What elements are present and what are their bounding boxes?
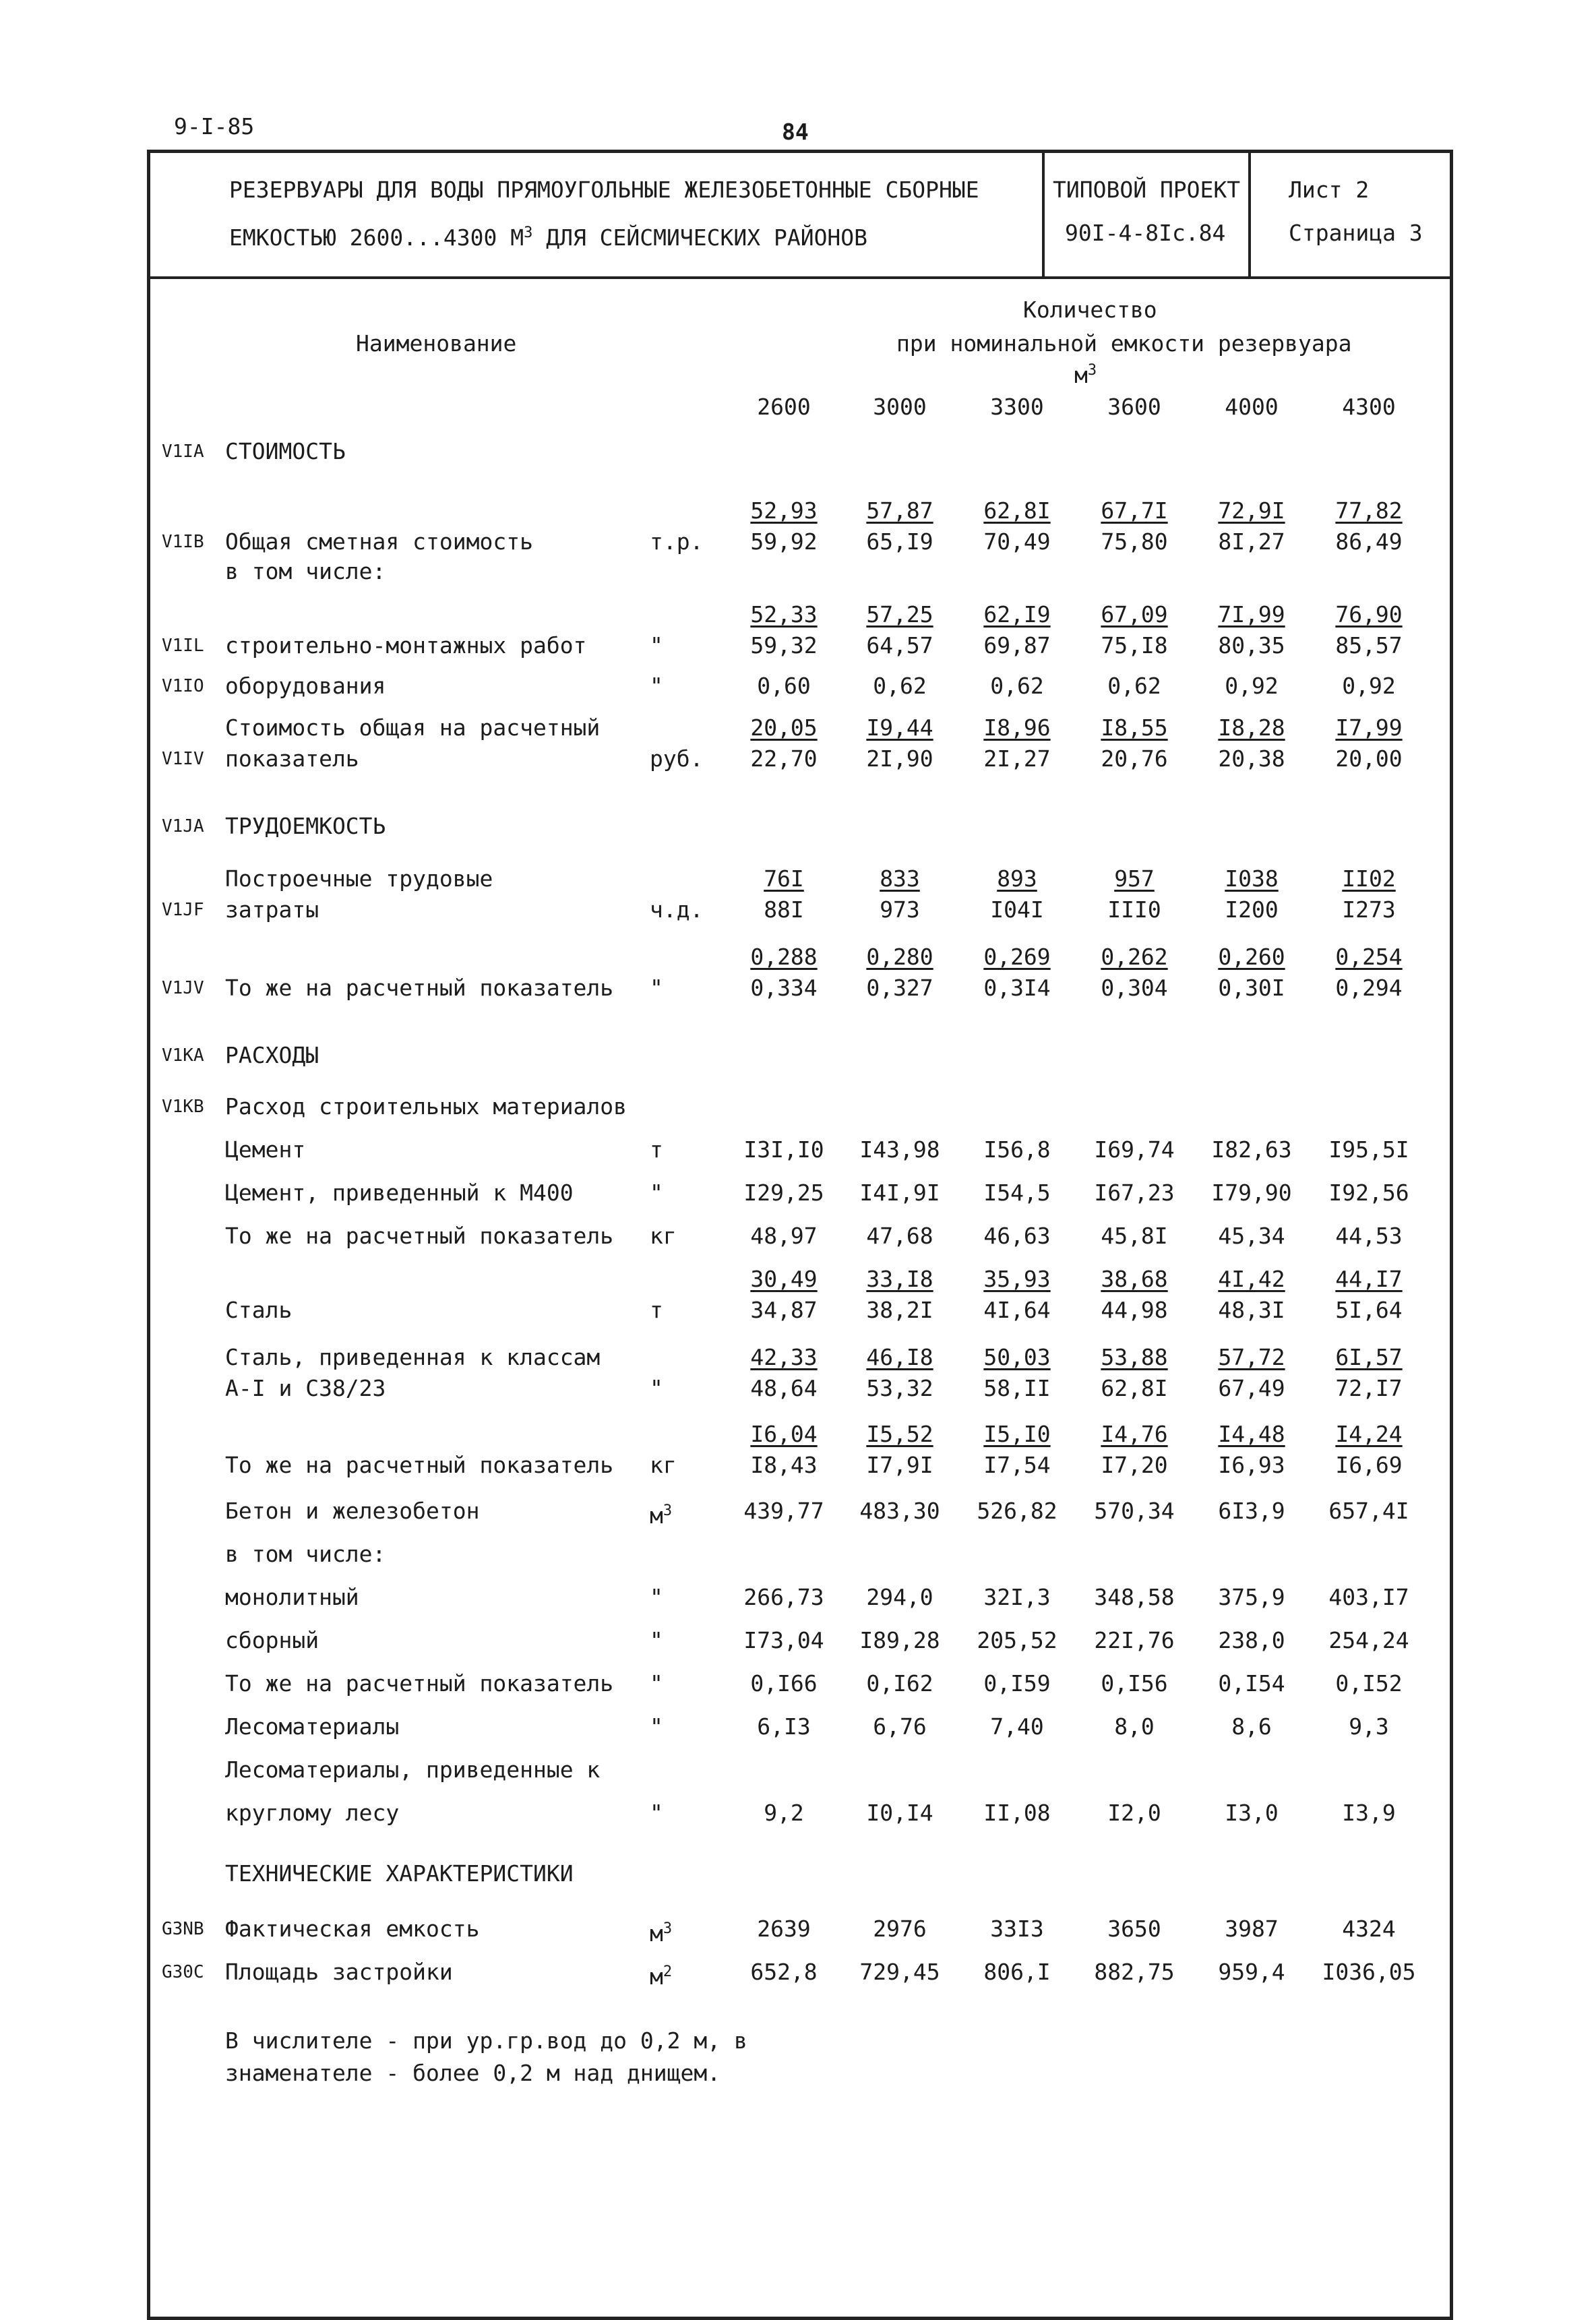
- cement_m400-value: I79,90: [1211, 1180, 1292, 1206]
- monolithic-label: монолитный: [225, 1584, 359, 1610]
- construction-numerator: 57,25: [866, 601, 933, 628]
- footprint-value: 729,45: [859, 1959, 940, 1985]
- capacity-value: 2976: [873, 1916, 927, 1942]
- cement_unit-value: 46,63: [983, 1223, 1051, 1249]
- monolithic-value: 294,0: [866, 1584, 933, 1610]
- labor_unit-label: То же на расчетный показатель: [225, 975, 614, 1001]
- steel_classes-numerator: 50,03: [983, 1344, 1051, 1370]
- unit_cost-numerator: I8,55: [1101, 714, 1168, 741]
- labor_costs-denominator: 973: [880, 896, 920, 923]
- cement_unit-value: 45,8I: [1101, 1223, 1168, 1249]
- construction-numerator: 76,90: [1335, 601, 1403, 628]
- labor_costs-numerator: II02: [1342, 865, 1396, 892]
- equipment-value: 0,92: [1342, 673, 1396, 699]
- labor_costs-denominator: 88I: [764, 896, 804, 923]
- steel_unit-numerator: I5,52: [866, 1421, 933, 1447]
- labor_unit-code: V1JV: [162, 978, 204, 998]
- footprint-value: 882,75: [1094, 1959, 1175, 1985]
- labor-section-code: V1JA: [162, 816, 204, 836]
- name-column-header: Наименование: [356, 330, 517, 357]
- total_cost-denominator: 75,80: [1101, 528, 1168, 555]
- unit_cost-label-2: показатель: [225, 745, 359, 772]
- construction-numerator: 7I,99: [1218, 601, 1285, 628]
- total_cost-code: V1IB: [162, 532, 204, 552]
- steel_classes-denominator: 67,49: [1218, 1375, 1285, 1401]
- quantity-unit: $м^3$: [1074, 362, 1097, 388]
- precast-value: 22I,76: [1094, 1627, 1175, 1653]
- cement-value: I69,74: [1094, 1136, 1175, 1163]
- page-number: 84: [782, 119, 809, 145]
- precast-value: 254,24: [1328, 1627, 1409, 1653]
- timber-value: 9,3: [1349, 1713, 1389, 1740]
- unit_cost-denominator: 20,38: [1218, 745, 1285, 772]
- timber-unit: ": [650, 1713, 663, 1740]
- concrete_unit-value: 0,I56: [1101, 1670, 1168, 1697]
- cement_unit-value: 47,68: [866, 1223, 933, 1249]
- incl1-label: в том числе:: [225, 558, 386, 584]
- total_cost-numerator: 52,93: [750, 497, 818, 524]
- steel_classes-denominator: 72,I7: [1335, 1375, 1403, 1401]
- footprint-value: 806,I: [983, 1959, 1051, 1985]
- labor_unit-numerator: 0,269: [983, 944, 1051, 970]
- monolithic-value: 32I,3: [983, 1584, 1051, 1610]
- unit_cost-numerator: I7,99: [1335, 714, 1403, 741]
- sheet-number: Лист 2: [1289, 177, 1370, 203]
- steel_classes-denominator: 58,II: [983, 1375, 1051, 1401]
- footnote-line-2: знаменателе - более 0,2 м над днищем.: [225, 2060, 721, 2086]
- cement_unit-value: 44,53: [1335, 1223, 1403, 1249]
- precast-value: I89,28: [859, 1627, 940, 1653]
- cement_m400-value: I4I,9I: [859, 1180, 940, 1206]
- total_cost-denominator: 86,49: [1335, 528, 1403, 555]
- title-line-2: ЕМКОСТЬЮ 2600...4300 $М^3$ ДЛЯ СЕЙСМИЧЕСКИХ РАЙОНОВ: [229, 224, 868, 251]
- labor_costs-numerator: I038: [1225, 865, 1279, 892]
- equipment-value: 0,92: [1225, 673, 1279, 699]
- total_cost-denominator: 65,I9: [866, 528, 933, 555]
- construction-denominator: 75,I8: [1101, 632, 1168, 659]
- construction-label: строительно-монтажных работ: [225, 632, 587, 659]
- expense-section-title: РАСХОДЫ: [225, 1042, 319, 1068]
- steel-denominator: 34,87: [750, 1297, 818, 1323]
- steel-numerator: 30,49: [750, 1266, 818, 1292]
- labor_unit-numerator: 0,260: [1218, 944, 1285, 970]
- timber-value: 8,0: [1114, 1713, 1155, 1740]
- steel_classes-numerator: 6I,57: [1335, 1344, 1403, 1370]
- steel_unit-numerator: I6,04: [750, 1421, 818, 1447]
- steel-unit: т: [650, 1297, 663, 1323]
- capacity-code: G3NB: [162, 1919, 204, 1939]
- unit_cost-numerator: I8,96: [983, 714, 1051, 741]
- cement_unit-label: То же на расчетный показатель: [225, 1223, 614, 1249]
- footprint-value: I036,05: [1322, 1959, 1416, 1985]
- capacity-header-4300: 4300: [1342, 394, 1396, 420]
- timber_round-value: I2,0: [1107, 1800, 1161, 1826]
- labor_costs-label-1: Построечные трудовые: [225, 865, 493, 892]
- steel_unit-label: То же на расчетный показатель: [225, 1452, 614, 1478]
- capacity-header-3600: 3600: [1107, 394, 1161, 420]
- quantity-subheader: при номинальной емкости резервуара: [896, 330, 1352, 357]
- steel_classes-denominator: 48,64: [750, 1375, 818, 1401]
- total_cost-numerator: 67,7I: [1101, 497, 1168, 524]
- steel_unit-denominator: I6,69: [1335, 1452, 1403, 1478]
- capacity-header-3300: 3300: [990, 394, 1044, 420]
- concrete_unit-value: 0,I62: [866, 1670, 933, 1697]
- unit_cost-denominator: 2I,90: [866, 745, 933, 772]
- steel-numerator: 44,I7: [1335, 1266, 1403, 1292]
- title-line-1: РЕЗЕРВУАРЫ ДЛЯ ВОДЫ ПРЯМОУГОЛЬНЫЕ ЖЕЛЕЗОБЕТОННЫЕ СБОРНЫЕ: [229, 177, 979, 203]
- concrete-value: 526,82: [977, 1498, 1057, 1524]
- steel-numerator: 4I,42: [1218, 1266, 1285, 1292]
- steel-denominator: 38,2I: [866, 1297, 933, 1323]
- cement-value: I56,8: [983, 1136, 1051, 1163]
- concrete-value: 6I3,9: [1218, 1498, 1285, 1524]
- timber-label: Лесоматериалы: [225, 1713, 400, 1740]
- title-block-vline-2: [1248, 150, 1251, 278]
- cement_m400-value: I54,5: [983, 1180, 1051, 1206]
- footprint-value: 652,8: [750, 1959, 818, 1985]
- footprint-code: G30C: [162, 1962, 204, 1982]
- timber_round-unit: ": [650, 1800, 663, 1826]
- steel-numerator: 38,68: [1101, 1266, 1168, 1292]
- concrete_unit-value: 0,I52: [1335, 1670, 1403, 1697]
- unit_cost-unit: руб.: [650, 745, 704, 772]
- concrete-value: 439,77: [743, 1498, 824, 1524]
- monolithic-value: 348,58: [1094, 1584, 1175, 1610]
- labor_costs-denominator: I200: [1225, 896, 1279, 923]
- total_cost-numerator: 77,82: [1335, 497, 1403, 524]
- cement_m400-value: I67,23: [1094, 1180, 1175, 1206]
- steel_classes-numerator: 46,I8: [866, 1344, 933, 1370]
- labor_costs-denominator: III0: [1107, 896, 1161, 923]
- materials-label: Расход строительных материалов: [225, 1093, 627, 1120]
- cement-label: Цемент: [225, 1136, 306, 1163]
- precast-value: 205,52: [977, 1627, 1057, 1653]
- labor_costs-denominator: I04I: [990, 896, 1044, 923]
- concrete-value: 483,30: [859, 1498, 940, 1524]
- monolithic-value: 266,73: [743, 1584, 824, 1610]
- precast-unit: ": [650, 1627, 663, 1653]
- tech-section-title: ТЕХНИЧЕСКИЕ ХАРАКТЕРИСТИКИ: [225, 1860, 574, 1887]
- total_cost-numerator: 62,8I: [983, 497, 1051, 524]
- labor_unit-denominator: 0,304: [1101, 975, 1168, 1001]
- labor_unit-unit: ": [650, 975, 663, 1001]
- concrete-label: Бетон и железобетон: [225, 1498, 480, 1524]
- cement_m400-unit: ": [650, 1180, 663, 1206]
- timber_round-value: I3,0: [1225, 1800, 1279, 1826]
- construction-denominator: 64,57: [866, 632, 933, 659]
- steel_unit-unit: кг: [650, 1452, 677, 1478]
- total_cost-unit: т.р.: [650, 528, 704, 555]
- labor_costs-numerator: 957: [1114, 865, 1155, 892]
- concrete_unit-label: То же на расчетный показатель: [225, 1670, 614, 1697]
- steel-denominator: 44,98: [1101, 1297, 1168, 1323]
- timber-value: 6,76: [873, 1713, 927, 1740]
- page-label: Страница 3: [1289, 220, 1423, 246]
- incl2-label: в том числе:: [225, 1541, 386, 1567]
- cement_unit-unit: кг: [650, 1223, 677, 1249]
- steel_unit-numerator: I4,24: [1335, 1421, 1403, 1447]
- steel_unit-denominator: I6,93: [1218, 1452, 1285, 1478]
- timber_round-label-1: Лесоматериалы, приведенные к: [225, 1757, 601, 1783]
- steel-denominator: 48,3I: [1218, 1297, 1285, 1323]
- capacity-value: 33I3: [990, 1916, 1044, 1942]
- monolithic-value: 375,9: [1218, 1584, 1285, 1610]
- capacity-value: 3987: [1225, 1916, 1279, 1942]
- steel_unit-denominator: I7,54: [983, 1452, 1051, 1478]
- steel-denominator: 4I,64: [983, 1297, 1051, 1323]
- concrete-value: 657,4I: [1328, 1498, 1409, 1524]
- steel-denominator: 5I,64: [1335, 1297, 1403, 1323]
- precast-value: I73,04: [743, 1627, 824, 1653]
- construction-numerator: 62,I9: [983, 601, 1051, 628]
- timber_round-value: I3,9: [1342, 1800, 1396, 1826]
- monolithic-unit: ": [650, 1584, 663, 1610]
- equipment-unit: ": [650, 673, 663, 699]
- capacity-label: Фактическая емкость: [225, 1916, 480, 1942]
- cement-value: I82,63: [1211, 1136, 1292, 1163]
- unit_cost-label-1: Стоимость общая на расчетный: [225, 714, 601, 741]
- cement-unit: т: [650, 1136, 663, 1163]
- cement_unit-value: 48,97: [750, 1223, 818, 1249]
- expense-section-code: V1KA: [162, 1045, 204, 1066]
- steel_classes-denominator: 53,32: [866, 1375, 933, 1401]
- construction-denominator: 80,35: [1218, 632, 1285, 659]
- total_cost-numerator: 72,9I: [1218, 497, 1285, 524]
- labor_unit-numerator: 0,280: [866, 944, 933, 970]
- materials-code: V1KB: [162, 1097, 204, 1117]
- steel_classes-unit: ": [650, 1375, 663, 1401]
- labor_costs-numerator: 893: [997, 865, 1037, 892]
- precast-value: 238,0: [1218, 1627, 1285, 1653]
- unit_cost-numerator: 20,05: [750, 714, 818, 741]
- steel_unit-numerator: I5,I0: [983, 1421, 1051, 1447]
- steel_unit-numerator: I4,48: [1218, 1421, 1285, 1447]
- capacity-header-2600: 2600: [757, 394, 811, 420]
- project-number: 90I-4-8Iс.84: [1065, 220, 1226, 246]
- unit_cost-denominator: 20,00: [1335, 745, 1403, 772]
- steel_unit-denominator: I7,20: [1101, 1452, 1168, 1478]
- timber-value: 6,I3: [757, 1713, 811, 1740]
- labor_unit-denominator: 0,327: [866, 975, 933, 1001]
- cement-value: I43,98: [859, 1136, 940, 1163]
- total_cost-denominator: 70,49: [983, 528, 1051, 555]
- capacity-value: 3650: [1107, 1916, 1161, 1942]
- steel-numerator: 35,93: [983, 1266, 1051, 1292]
- title-block-divider: [147, 276, 1453, 279]
- steel_classes-label-2: А-I и С38/23: [225, 1375, 386, 1401]
- labor_costs-numerator: 833: [880, 865, 920, 892]
- cost-section-title: СТОИМОСТЬ: [225, 438, 346, 464]
- labor_costs-numerator: 76I: [764, 865, 804, 892]
- total_cost-numerator: 57,87: [866, 497, 933, 524]
- precast-label: сборный: [225, 1627, 319, 1653]
- unit_cost-code: V1IV: [162, 749, 204, 769]
- capacity-header-3000: 3000: [873, 394, 927, 420]
- timber_round-value: 9,2: [764, 1800, 804, 1826]
- footprint-unit: $м^2$: [650, 1963, 673, 1990]
- steel-label: Сталь: [225, 1297, 293, 1323]
- concrete-value: 570,34: [1094, 1498, 1175, 1524]
- total_cost-denominator: 8I,27: [1218, 528, 1285, 555]
- concrete-unit: $м^3$: [650, 1502, 673, 1529]
- labor_costs-label-2: затраты: [225, 896, 319, 923]
- construction-denominator: 59,32: [750, 632, 818, 659]
- concrete_unit-value: 0,I59: [983, 1670, 1051, 1697]
- project-label: ТИПОВОЙ ПРОЕКТ: [1053, 177, 1241, 203]
- steel-numerator: 33,I8: [866, 1266, 933, 1292]
- equipment-value: 0,62: [990, 673, 1044, 699]
- construction-denominator: 69,87: [983, 632, 1051, 659]
- capacity-header-4000: 4000: [1225, 394, 1279, 420]
- steel_classes-denominator: 62,8I: [1101, 1375, 1168, 1401]
- labor_unit-denominator: 0,30I: [1218, 975, 1285, 1001]
- footprint-value: 959,4: [1218, 1959, 1285, 1985]
- cement-value: I3I,I0: [743, 1136, 824, 1163]
- timber-value: 7,40: [990, 1713, 1044, 1740]
- construction-code: V1IL: [162, 636, 204, 656]
- labor_costs-code: V1JF: [162, 900, 204, 920]
- unit_cost-numerator: I9,44: [866, 714, 933, 741]
- labor_unit-denominator: 0,334: [750, 975, 818, 1001]
- labor_unit-numerator: 0,254: [1335, 944, 1403, 970]
- unit_cost-denominator: 2I,27: [983, 745, 1051, 772]
- timber_round-value: II,08: [983, 1800, 1051, 1826]
- total_cost-denominator: 59,92: [750, 528, 818, 555]
- cement-value: I95,5I: [1328, 1136, 1409, 1163]
- timber-value: 8,6: [1231, 1713, 1272, 1740]
- cost-section-code: V1IA: [162, 441, 204, 462]
- capacity-value: 4324: [1342, 1916, 1396, 1942]
- construction-unit: ": [650, 632, 663, 659]
- cement_m400-label: Цемент, приведенный к М400: [225, 1180, 574, 1206]
- steel_unit-numerator: I4,76: [1101, 1421, 1168, 1447]
- title-block-vline-1: [1042, 150, 1045, 278]
- capacity-value: 2639: [757, 1916, 811, 1942]
- capacity-unit: $м^3$: [650, 1920, 673, 1947]
- steel_classes-numerator: 57,72: [1218, 1344, 1285, 1370]
- steel_unit-denominator: I7,9I: [866, 1452, 933, 1478]
- concrete_unit-value: 0,I66: [750, 1670, 818, 1697]
- cement_unit-value: 45,34: [1218, 1223, 1285, 1249]
- labor_unit-numerator: 0,262: [1101, 944, 1168, 970]
- unit_cost-numerator: I8,28: [1218, 714, 1285, 741]
- total_cost-label: Общая сметная стоимость: [225, 528, 533, 555]
- equipment-value: 0,62: [1107, 673, 1161, 699]
- construction-denominator: 85,57: [1335, 632, 1403, 659]
- steel_unit-denominator: I8,43: [750, 1452, 818, 1478]
- timber_round-label-2: круглому лесу: [225, 1800, 400, 1826]
- unit_cost-denominator: 20,76: [1101, 745, 1168, 772]
- footprint-label: Площадь застройки: [225, 1959, 453, 1985]
- construction-numerator: 67,09: [1101, 601, 1168, 628]
- quantity-header: Количество: [1023, 297, 1157, 323]
- concrete_unit-unit: ": [650, 1670, 663, 1697]
- labor_unit-numerator: 0,288: [750, 944, 818, 970]
- steel_classes-numerator: 42,33: [750, 1344, 818, 1370]
- equipment-value: 0,62: [873, 673, 927, 699]
- steel_classes-label-1: Сталь, приведенная к классам: [225, 1344, 601, 1370]
- equipment-value: 0,60: [757, 673, 811, 699]
- cement_m400-value: I29,25: [743, 1180, 824, 1206]
- labor_costs-unit: ч.д.: [650, 896, 704, 923]
- labor_unit-denominator: 0,3I4: [983, 975, 1051, 1001]
- timber_round-value: I0,I4: [866, 1800, 933, 1826]
- monolithic-value: 403,I7: [1328, 1584, 1409, 1610]
- unit_cost-denominator: 22,70: [750, 745, 818, 772]
- doc-code: 9-I-85: [174, 113, 255, 140]
- equipment-label: оборудования: [225, 673, 386, 699]
- concrete_unit-value: 0,I54: [1218, 1670, 1285, 1697]
- labor_unit-denominator: 0,294: [1335, 975, 1403, 1001]
- construction-numerator: 52,33: [750, 601, 818, 628]
- footnote-line-1: В числителе - при ур.гр.вод до 0,2 м, в: [225, 2027, 747, 2054]
- labor_costs-denominator: I273: [1342, 896, 1396, 923]
- equipment-code: V1IO: [162, 676, 204, 696]
- labor-section-title: ТРУДОЕМКОСТЬ: [225, 813, 386, 839]
- steel_classes-numerator: 53,88: [1101, 1344, 1168, 1370]
- cement_m400-value: I92,56: [1328, 1180, 1409, 1206]
